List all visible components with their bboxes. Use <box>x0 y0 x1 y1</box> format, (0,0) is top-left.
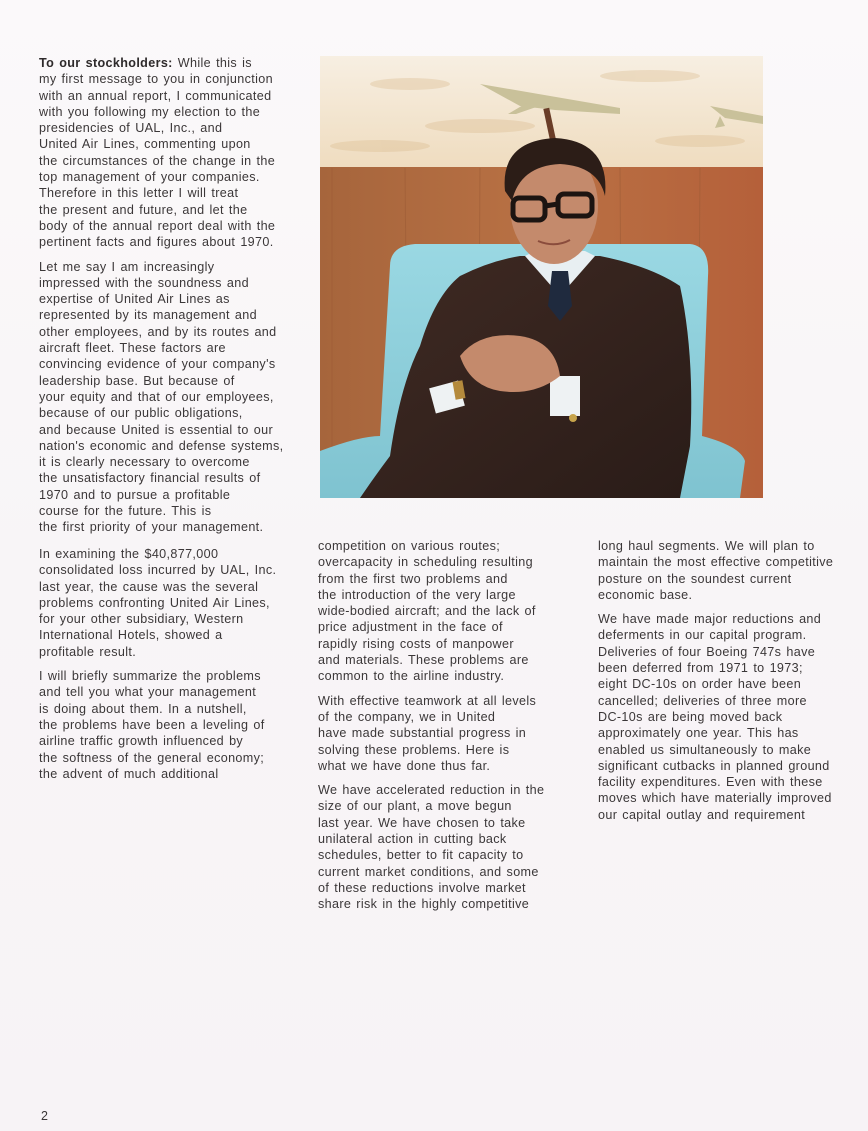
letter-column-2 <box>318 538 578 921</box>
letter-paragraph: We have made major reductions and deferments in our capital program. Deliveries of four Boeing 747s have been deferred from 1971 to 1973; eight DC-10s on order have been cancelled; deliveries of three more DC-10s are being moved back approximately one year. This has enabled us simultaneously to make significant cutbacks in planned ground facility expenditures. Even with these moves which have materially improved our capital outlay and requirement <box>598 612 832 822</box>
letter-paragraph: We have accelerated reduction in the size of our plant, a move begun last year. We have chosen to take unilateral action in cutting back schedules, better to fit capacity to current market conditions, and some of these reductions involve market share risk in the highly competitive <box>318 783 545 912</box>
salutation: To our stockholders: <box>39 56 173 70</box>
letter-paragraph: Let me say I am increasingly impressed with the soundness and expertise of United Air Lines as represented by its management and other employees, and by its routes and aircraft fleet. These factors are convincing evidence of your company's leadership base. But because of your equity and that of our employees, because of our public obligations, and because United is essential to our nation's economic and defense systems, it is clearly necessary to overcome the unsatisfactory financial results of 1970 and to pursue a profitable course for the future. This is the first priority of your management. <box>39 259 284 535</box>
letter-column-1 <box>39 55 301 544</box>
letter-paragraph: competition on various routes; overcapacity in scheduling resulting from the first two problems and the introduction of the very large wide-bodied aircraft; and the lack of price adjustment in the face of rapidly rising costs of manpower and materials. These problems are common to the airline industry. <box>318 539 536 684</box>
letter-paragraph: I will briefly summarize the problems and tell you what your management is doing about them. In a nutshell, the problems have been a leveling of airline traffic growth influenced by the softness of the general economy; the advent of much additional <box>39 669 265 781</box>
cufflink <box>569 414 577 422</box>
letter-paragraph <box>39 55 301 251</box>
letter-paragraph: In examining the $40,877,000 consolidated loss incurred by UAL, Inc. last year, the cause was the several problems confronting United Air Lines, for your other subsidiary, Western International Hotels, showed a profitable result. <box>39 547 277 659</box>
letter-paragraph: long haul segments. We will plan to maintain the most effective competitive posture on the soundest current economic base. <box>598 539 834 602</box>
letter-column-1-lower <box>39 546 301 790</box>
paragraph-text: While this is my first message to you in conjunction with an annual report, I communicated with you following my election to the presidencies of UAL, Inc., and United Air Lines, commenting upon the circumstances of the change in the top management of your companies. Therefore in this letter I will treat the present and future, and let the body of the annual report deal with the pertinent facts and figures about 1970. <box>39 56 276 250</box>
letter-paragraph: With effective teamwork at all levels of the company, we in United have made substantial progress in solving these problems. Here is what we have done thus far. <box>318 693 537 773</box>
letter-column-3 <box>598 538 860 831</box>
portrait-illustration <box>320 56 763 498</box>
page-number: 2 <box>41 1109 48 1123</box>
executive-portrait-photo <box>320 56 763 498</box>
shirt-cuff <box>550 376 580 416</box>
